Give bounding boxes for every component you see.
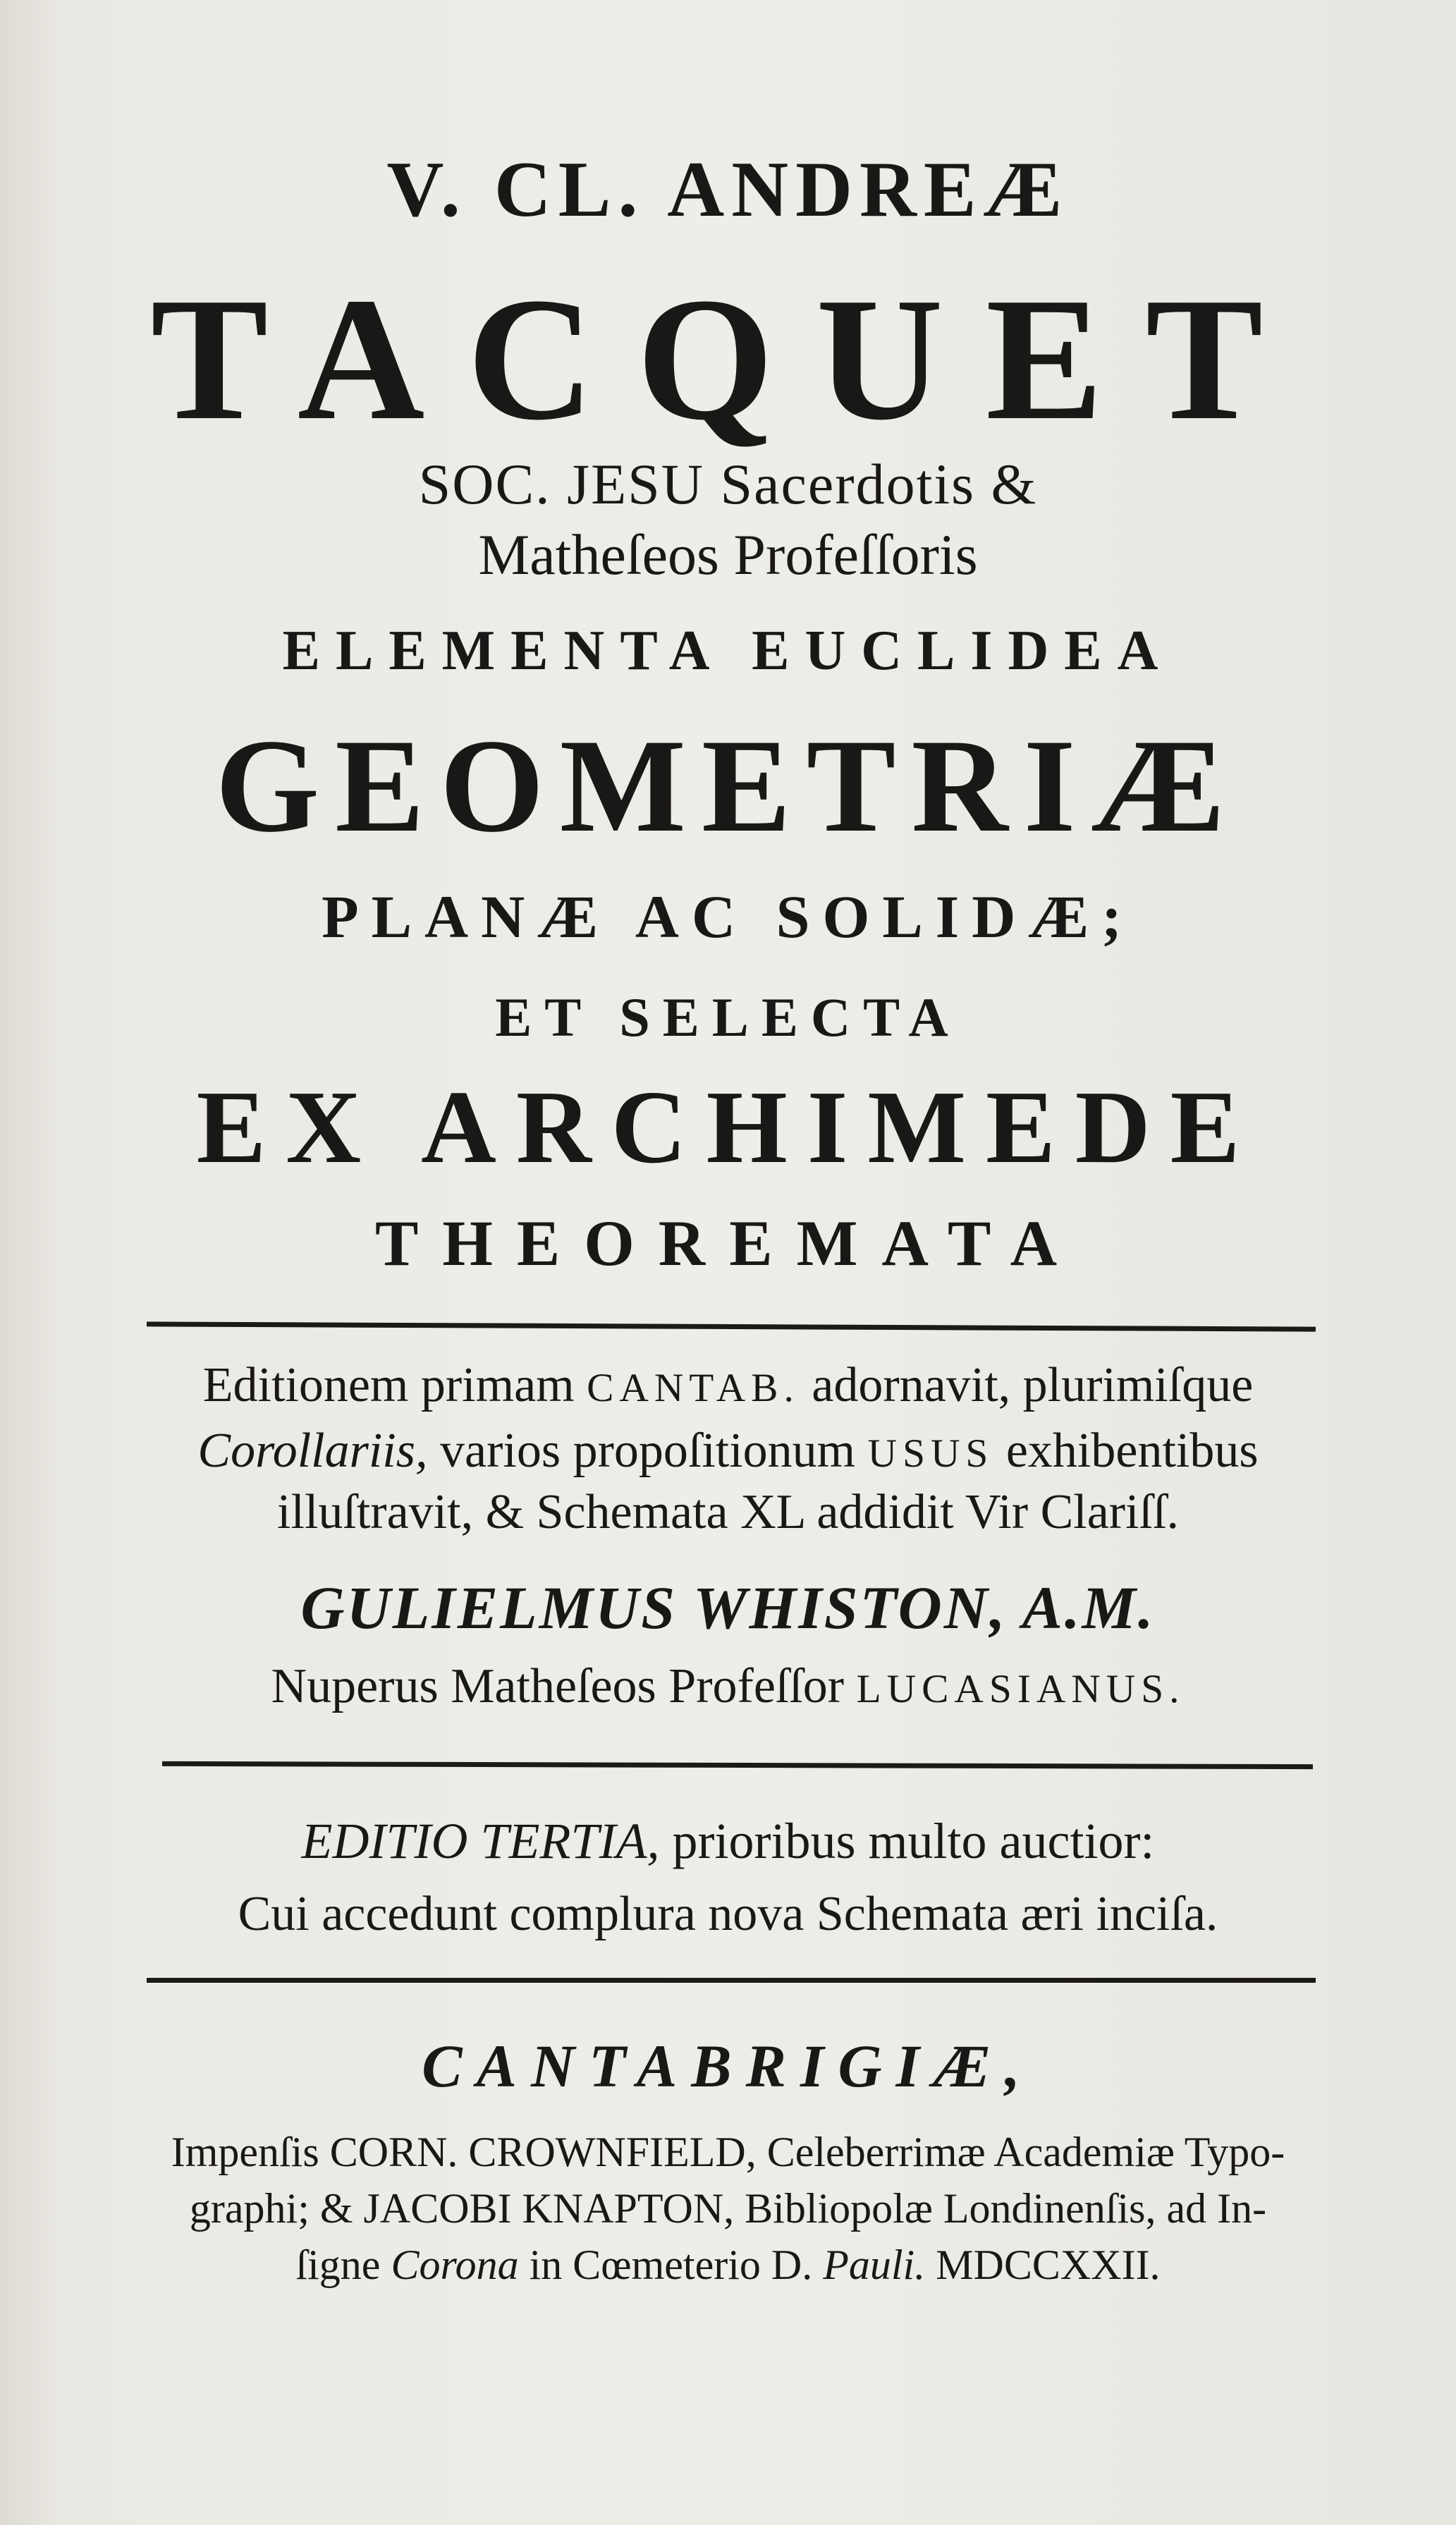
- source-title: EX ARCHIMEDE: [196, 1070, 1260, 1185]
- author-prefix: V. CL. ANDREÆ: [386, 146, 1070, 233]
- imprint-text: ſigne: [295, 2242, 381, 2288]
- third-edition-label: EDITIO TERTIA,: [301, 1813, 660, 1869]
- imprint-text: in Cœmeterio D.: [529, 2242, 813, 2288]
- affiliation-line-2: Matheſeos Profeſſoris: [478, 522, 978, 587]
- edition-note-text: adornavit, plurimiſque: [812, 1358, 1254, 1412]
- edition-note-italic: Corollariis,: [197, 1424, 428, 1478]
- divider-rule-3: [147, 1978, 1316, 1983]
- work-title-line: ELEMENTA EUCLIDEA: [282, 620, 1174, 682]
- imprint-italic: Corona: [391, 2242, 519, 2288]
- imprint-place: CANTABRIGIÆ,: [422, 2032, 1034, 2100]
- edition-note-line-2: [0, 1423, 1456, 1479]
- edition-note-line-1: [0, 1357, 1456, 1414]
- conjunction-line: ET SELECTA: [495, 986, 961, 1048]
- author-name: TACQUET: [150, 262, 1306, 457]
- imprint-line-2: graphi; & JACOBI KNAPTON, Bibliopolæ Londinenſis, ad In-: [189, 2185, 1267, 2232]
- edition-note-smallcaps: USUS: [867, 1431, 994, 1476]
- third-edition-line-2: Cui accedunt complura nova Schemata æri inciſa.: [238, 1887, 1218, 1941]
- imprint-date: MDCCXXII.: [936, 2242, 1161, 2288]
- edition-note-text: exhibentibus: [1005, 1424, 1259, 1478]
- theorems-line: THEOREMATA: [374, 1207, 1082, 1279]
- editor-title-smallcaps: LUCASIANUS.: [856, 1667, 1185, 1711]
- edition-note-smallcaps: CANTAB.: [587, 1366, 800, 1410]
- imprint-italic: Pauli.: [823, 2242, 926, 2288]
- subject-title: GEOMETRIÆ: [215, 712, 1241, 860]
- imprint-line-1: Impenſis CORN. CROWNFIELD, Celeberrimæ Academiæ Typo-: [171, 2129, 1285, 2175]
- editor-title-text: Nuperus Matheſeos Profeſſor: [271, 1659, 845, 1713]
- affiliation-line-1: SOC. JESU Sacerdotis &: [418, 452, 1038, 516]
- third-edition-text: prioribus multo auctior:: [672, 1813, 1155, 1869]
- edition-note-line-3: illuſtravit, & Schemata XL addidit Vir Clariſſ.: [277, 1485, 1179, 1539]
- divider-rule-1: [147, 1321, 1316, 1331]
- edition-note-text: varios propoſitionum: [440, 1424, 856, 1478]
- divider-rule-2: [162, 1761, 1313, 1769]
- third-edition-line: [0, 1812, 1456, 1871]
- edition-note-text: Editionem primam: [202, 1358, 575, 1412]
- editor-name: GULIELMUS WHISTON, A.M.: [300, 1574, 1156, 1641]
- editor-title: [0, 1658, 1456, 1715]
- imprint-line-3: [0, 2241, 1456, 2289]
- subject-subtitle: PLANÆ AC SOLIDÆ;: [322, 883, 1134, 950]
